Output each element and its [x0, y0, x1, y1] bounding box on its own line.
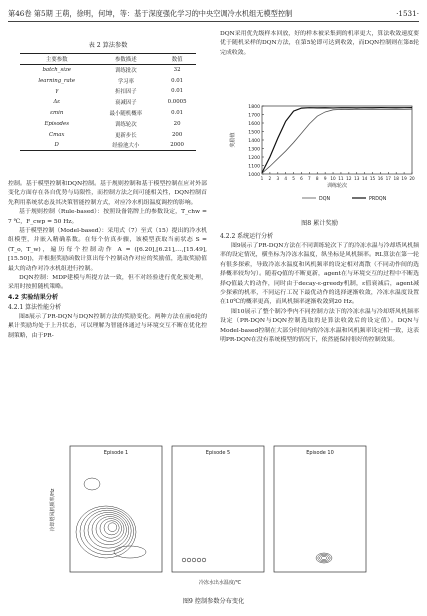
y-axis-label: 冷却塔风机频率/Hz [50, 488, 56, 532]
y-tick-label: 1800 [248, 104, 260, 110]
figure8 [222, 100, 420, 212]
table-cell: Episodes [44, 120, 69, 127]
x-tick-label: 10 [330, 176, 336, 181]
x-tick-label: 2 [268, 176, 272, 181]
y-tick-label: 1700 [248, 113, 260, 119]
table-cell: 最小随机概率 [109, 111, 142, 118]
x-tick-label: 14 [361, 176, 368, 181]
table-cell: 0.01 [171, 77, 184, 84]
reward-line-chart [222, 100, 420, 212]
x-tick-label: 20 [409, 176, 415, 181]
y-axis-label: 奖励值 [230, 132, 236, 148]
paragraph: 控制。基于模型控制和DQN控制。基于规则控制和基于模型控制在应对外部变化方面存在各自优势与局限性，而控制方法之间可能相关性，DQN控制首先利用系统状态及其决策智能控制方式，对应冷水机组温度调控的影响。 [8, 181, 207, 206]
y-tick-label: 1600 [248, 121, 260, 127]
density-point [192, 558, 196, 562]
table2-block [20, 40, 196, 151]
table-cell: 训练轮次 [115, 121, 137, 128]
table-cell: 折扣因子 [115, 89, 137, 96]
table-row [20, 129, 196, 140]
density-contour [88, 512, 129, 548]
table-cell: Δε [53, 99, 61, 106]
density-point [187, 558, 191, 562]
table-header-cell: 参数描述 [93, 54, 158, 65]
x-tick-label: 4 [284, 176, 288, 181]
table-row [20, 140, 196, 151]
paragraph: 基于模型控制（Model-based）：采用式（7）至式（15）提出的冷水机组模型，并嵌入精确系数。在每个仿真步骤，该模型获取当前状态 S = (T_o, T_w)，遍历每个控制动作 A = ([6.20],[6.21],…,[15.49],[15.50])，并根据奖励函数计算出每个控制动作对应的奖励值，选取奖励值最大的动作对冷水机组进行控制。 [8, 228, 207, 272]
density-contour [84, 478, 100, 490]
y-tick-label: 1500 [248, 130, 260, 136]
table-row [20, 108, 196, 119]
density-contour [320, 555, 329, 561]
x-tick-label: 3 [276, 176, 280, 181]
paragraph: DQN采用优先级样本回放，好的样本被采集到的机率更大，算法收敛速度要优于随机采样的DQN方法，在第5轮即可达到收敛，而DQN控制则在第8轮完成收敛。 [220, 31, 419, 56]
table-row [20, 65, 196, 76]
x-tick-label: 17 [385, 176, 391, 181]
table-row [20, 97, 196, 108]
series-line-dqn [262, 109, 412, 173]
right-column [220, 232, 419, 345]
table-row [20, 75, 196, 86]
legend-label: PRDQN [369, 197, 387, 202]
page-number: ·1531· [396, 9, 419, 18]
x-tick-label: 1 [260, 176, 264, 181]
table-cell: 32 [173, 67, 181, 74]
density-contour [316, 553, 332, 563]
paragraph: DQN控制：MDP建模与所提方法一致，但不对经验进行优化预处理，采用时按照随机策略。 [8, 275, 207, 291]
x-tick-label: 13 [354, 176, 360, 181]
table-cell: 学习率 [117, 78, 134, 85]
figure9-caption: 图9 控制参数分布变化 [182, 598, 245, 605]
density-point [182, 558, 186, 562]
plot-frame [262, 106, 412, 174]
table-cell: 2000 [158, 140, 196, 151]
x-tick-label: 12 [346, 176, 352, 181]
table-row [20, 86, 196, 97]
x-tick-label: 6 [300, 176, 303, 181]
table-cell: 20 [173, 120, 181, 127]
x-tick-label: 11 [338, 176, 344, 181]
y-tick-label: 1200 [248, 155, 260, 161]
y-tick-label: 1100 [248, 164, 260, 170]
x-tick-label: 5 [292, 176, 295, 181]
subsection-heading: 4.2.1 算法性能分析 [8, 303, 62, 311]
right-column-top [220, 30, 419, 58]
x-axis-label: 冷冻水出水温度/℃ [198, 580, 242, 586]
paragraph: 图9展示了PR-DQN方法在不同训练轮次下了的冷冻水温与冷却塔风机频率的设定情况，横坐标为冷冻水温度，纵坐标是风机频率。RL算法在第一轮有很多探索，导致冷冻水温度和风机频率的设定相对离散（不同动作间的选择概率较均匀）。随着Q值的不断更新，agent在与环境交互的过程中不断选择Q值最大的动作，同时由于decay-ε-greedy机制，ε值衰减后，agent减少探索的机率，不同运行工况下最优动作的选择逐渐收敛，冷冻水温度设置在10℃的概率更高，而风机频率逐渐收敛到20 Hz。 [220, 243, 419, 306]
legend-label: DQN [319, 197, 331, 202]
y-tick-label: 1300 [248, 147, 260, 153]
density-contour [92, 514, 126, 544]
x-tick-label: 8 [315, 176, 319, 181]
table-header-row [20, 54, 196, 65]
table-row [20, 118, 196, 129]
figure9 [40, 432, 390, 592]
table-cell: batch_size [42, 67, 71, 74]
x-tick-label: 18 [393, 176, 399, 181]
table-cell: 0.01 [171, 110, 184, 117]
density-point [202, 558, 206, 562]
series-line-prdqn [262, 108, 412, 173]
table-cell: D [20, 140, 93, 151]
table2-caption: 表 2 算法参数 [88, 42, 128, 49]
running-header [8, 8, 419, 22]
table-cell: 0.01 [171, 88, 184, 95]
table-cell: 更新步长 [115, 132, 137, 139]
table-cell: 训练批次 [115, 68, 137, 75]
density-contour [321, 556, 326, 559]
paragraph: 图10展示了整个制冷季内不同控制方法下的冷冻水温与冷却塔风机频率设定（PR-DQN与DQN控制选取的是算法收敛后的设定值）。DQN与Model-based控制在大部分时间内的冷冻水温和风机频率设定相一致，这表明PR-DQN在没有系统模型的情况下，依然能保持很好的控制效果。 [220, 308, 419, 344]
density-contour [108, 523, 117, 532]
x-axis-label: 训练轮次 [326, 183, 348, 189]
panel-title: Episode 5 [205, 450, 231, 456]
table-cell: learning_rate [38, 77, 76, 84]
control-distribution-chart [40, 432, 390, 592]
table-cell: 衰减因子 [115, 100, 137, 107]
panel-frame [172, 446, 264, 572]
table-cell: εmin [50, 110, 64, 117]
table-cell: 经验池大小 [93, 140, 158, 151]
params-table [20, 53, 196, 151]
table-header-cell: 主要参数 [20, 54, 93, 65]
table-cell: 0.0005 [167, 99, 187, 106]
panel-title: Episode 10 [306, 450, 334, 456]
table-header-cell: 数值 [158, 54, 196, 65]
y-tick-label: 1000 [248, 172, 260, 178]
table-cell: 200 [171, 131, 183, 138]
paragraph: 图8展示了PR-DQN与DQN控制方法的奖励变化。两种方法在前6轮的累计奖励均处于上升状态，可以理解为智能体通过与环境交互不断在优化控制策略，由于PR- [8, 313, 207, 339]
x-tick-label: 16 [377, 176, 384, 181]
section-heading: 4.2 实验结果分析 [8, 293, 59, 301]
panel-title: Episode 1 [103, 450, 129, 456]
y-tick-label: 1400 [248, 138, 260, 144]
x-tick-label: 15 [369, 176, 376, 181]
table-cell: Cmax [48, 131, 65, 138]
left-column [8, 180, 207, 341]
header-title: 第46卷 第5期 王萌，徐明，何坤，等：基于深度强化学习的中央空调冷水机组无模型控制 [8, 9, 293, 18]
x-tick-label: 19 [401, 176, 407, 181]
density-point [197, 558, 201, 562]
subsection-heading: 4.2.2 系统运行分析 [220, 233, 274, 240]
x-tick-label: 7 [308, 176, 311, 181]
density-contour [76, 506, 136, 558]
x-tick-label: 9 [323, 176, 327, 181]
panel-frame [274, 446, 366, 572]
density-contour [100, 519, 122, 539]
figure8-caption: 图8 累计奖励 [301, 220, 338, 227]
table-cell: γ [55, 88, 59, 95]
paragraph: 基于规则控制（Rule-based）：按照设备铭牌上的参数设定，T_chw = 7 ℃，F_cwp = 50 Hz。 [8, 209, 207, 225]
